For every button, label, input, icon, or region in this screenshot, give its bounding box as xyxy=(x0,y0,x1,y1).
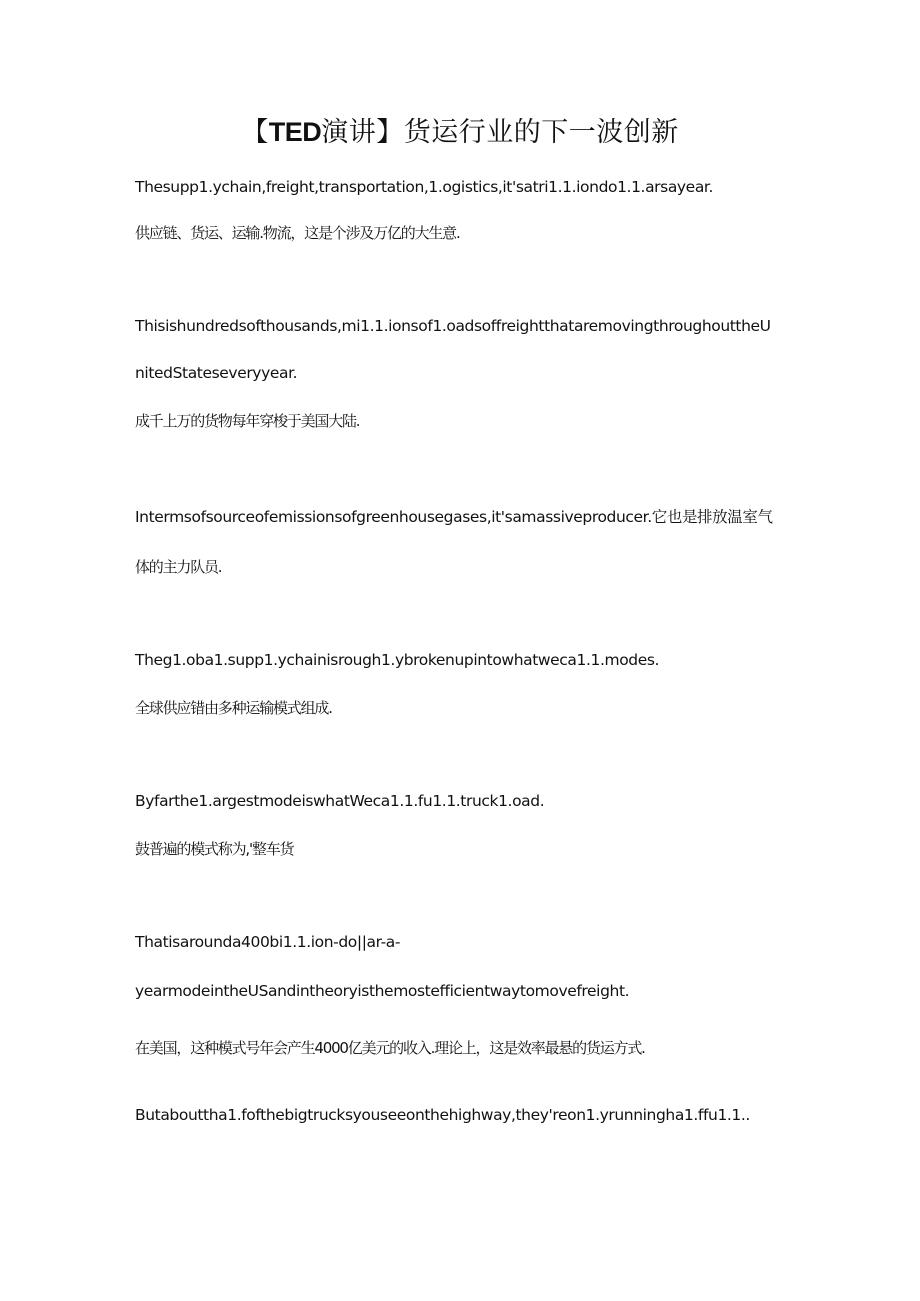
paragraph-line-8: Theg1.oba1.supp1.ychainisrough1.ybrokenupintowhatweca1.1.modes. xyxy=(135,651,660,669)
paragraph-line-14: 在美国，这种模式号年会产生4000亿美元的收入.理论上，这是效率最悬的货运方式. xyxy=(135,1039,645,1057)
paragraph-line-3: Thisishundredsofthousands,mi1.1.ionsof1.oadsoffreightthataremovingthroughouttheU xyxy=(135,317,771,335)
paragraph-line-7: 体的主力队员. xyxy=(135,558,222,576)
paragraph-line-2: 供应链、货运、运输.物流，这是个涉及万亿的大生意. xyxy=(135,224,460,242)
paragraph-line-10: Byfarthe1.argestmodeiswhatWeca1.1.fu1.1.truck1.oad. xyxy=(135,792,545,810)
title-rest: 演讲】货运行业的下一波创新 xyxy=(321,117,679,148)
paragraph-line-15: Butabouttha1.fofthebigtrucksyouseeonthehighway,they'reon1.yrunningha1.ffu1.1.. xyxy=(135,1106,750,1124)
page-title xyxy=(0,112,920,153)
title-left-bracket: 【 xyxy=(241,117,269,148)
paragraph-line-11: 鼓普遍的模式称为,'整车货 xyxy=(135,840,294,858)
paragraph-line-9: 全球供应错由多种运输模式组成. xyxy=(135,699,332,717)
paragraph-line-13: yearmodeintheUSandintheoryisthemostefficientwaytomovefreight. xyxy=(135,982,630,1000)
paragraph-line-1: Thesupp1.ychain,freight,transportation,1.ogistics,it'satri1.1.iondo1.1.arsayear. xyxy=(135,178,713,196)
paragraph-line-6: Intermsofsourceofemissionsofgreenhousegases,it'samassiveproducer.它也是排放温室气 xyxy=(135,508,773,526)
paragraph-line-4: nitedStateseveryyear. xyxy=(135,364,298,382)
paragraph-line-5: 成千上万的货物每年穿梭于美国大陆. xyxy=(135,412,360,430)
paragraph-line-12: Thatisarounda400bi1.1.ion-do||ar-a- xyxy=(135,933,401,951)
title-ted: TED xyxy=(268,117,322,147)
